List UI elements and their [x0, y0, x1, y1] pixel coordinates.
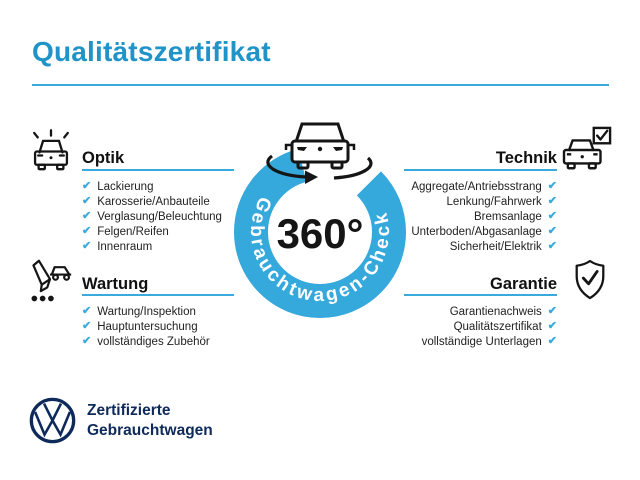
list-item: Aggregate/Antriebsstrang ✔: [411, 180, 557, 193]
360-check-badge: [208, 108, 432, 348]
car-checkbox-icon: [562, 126, 614, 174]
list-item: Garantienachweis ✔: [449, 305, 557, 318]
check-icon: ✔: [547, 240, 557, 252]
check-icon: ✔: [547, 305, 557, 317]
footer-brand-text: [87, 401, 213, 440]
list-item: ✔ Wartung/Inspektion: [82, 305, 196, 318]
check-icon: ✔: [82, 225, 92, 237]
optik-checklist: [82, 179, 222, 254]
check-icon: ✔: [82, 210, 92, 222]
check-icon: ✔: [82, 305, 92, 317]
section-title-garantie: Garantie: [490, 275, 557, 293]
check-icon: ✔: [82, 320, 92, 332]
list-item: ✔ Felgen/Reifen: [82, 225, 169, 238]
list-item: Lenkung/Fahrwerk ✔: [446, 195, 557, 208]
list-item: Qualitätszertifikat ✔: [453, 320, 557, 333]
list-item: Bremsanlage ✔: [474, 210, 557, 223]
check-icon: ✔: [82, 180, 92, 192]
pencil-car-icon: [27, 256, 73, 306]
list-item: ✔ Karosserie/Anbauteile: [82, 195, 210, 208]
section-title-wartung: Wartung: [82, 275, 149, 293]
list-item: ✔ Innenraum: [82, 240, 153, 253]
footer-line2: Gebrauchtwagen: [87, 421, 213, 439]
check-icon: ✔: [82, 240, 92, 252]
check-icon: ✔: [547, 335, 557, 347]
section-title-technik: Technik: [495, 149, 557, 167]
section-title-optik: Optik: [82, 149, 125, 167]
list-item: ✔ Hauptuntersuchung: [82, 320, 198, 333]
list-item: Sicherheit/Elektrik ✔: [449, 240, 557, 253]
list-item: ✔ vollständiges Zubehör: [82, 335, 210, 348]
badge-ring-label: Gebrauchtwagen-Check: [245, 193, 395, 307]
check-icon: ✔: [82, 335, 92, 347]
page-title: Qualitätszertifikat: [32, 36, 271, 67]
check-icon: ✔: [547, 180, 557, 192]
title-divider: [32, 84, 609, 86]
list-item: ✔ Lackierung: [82, 180, 154, 193]
badge-degree-label: 360°: [276, 210, 364, 257]
list-item: vollständige Unterlagen ✔: [421, 335, 557, 348]
check-icon: ✔: [547, 195, 557, 207]
rotating-car-icon: [268, 124, 371, 184]
list-item: Unterboden/Abgasanlage ✔: [411, 225, 557, 238]
vw-logo: [29, 397, 76, 444]
car-shine-icon: [28, 128, 74, 175]
check-icon: ✔: [547, 225, 557, 237]
list-item: ✔ Verglasung/Beleuchtung: [82, 210, 222, 223]
check-icon: ✔: [547, 210, 557, 222]
wartung-checklist: [82, 304, 210, 349]
footer-line1: Zertifizierte: [87, 402, 171, 419]
check-icon: ✔: [82, 195, 92, 207]
check-icon: ✔: [547, 320, 557, 332]
shield-check-icon: [571, 258, 609, 302]
